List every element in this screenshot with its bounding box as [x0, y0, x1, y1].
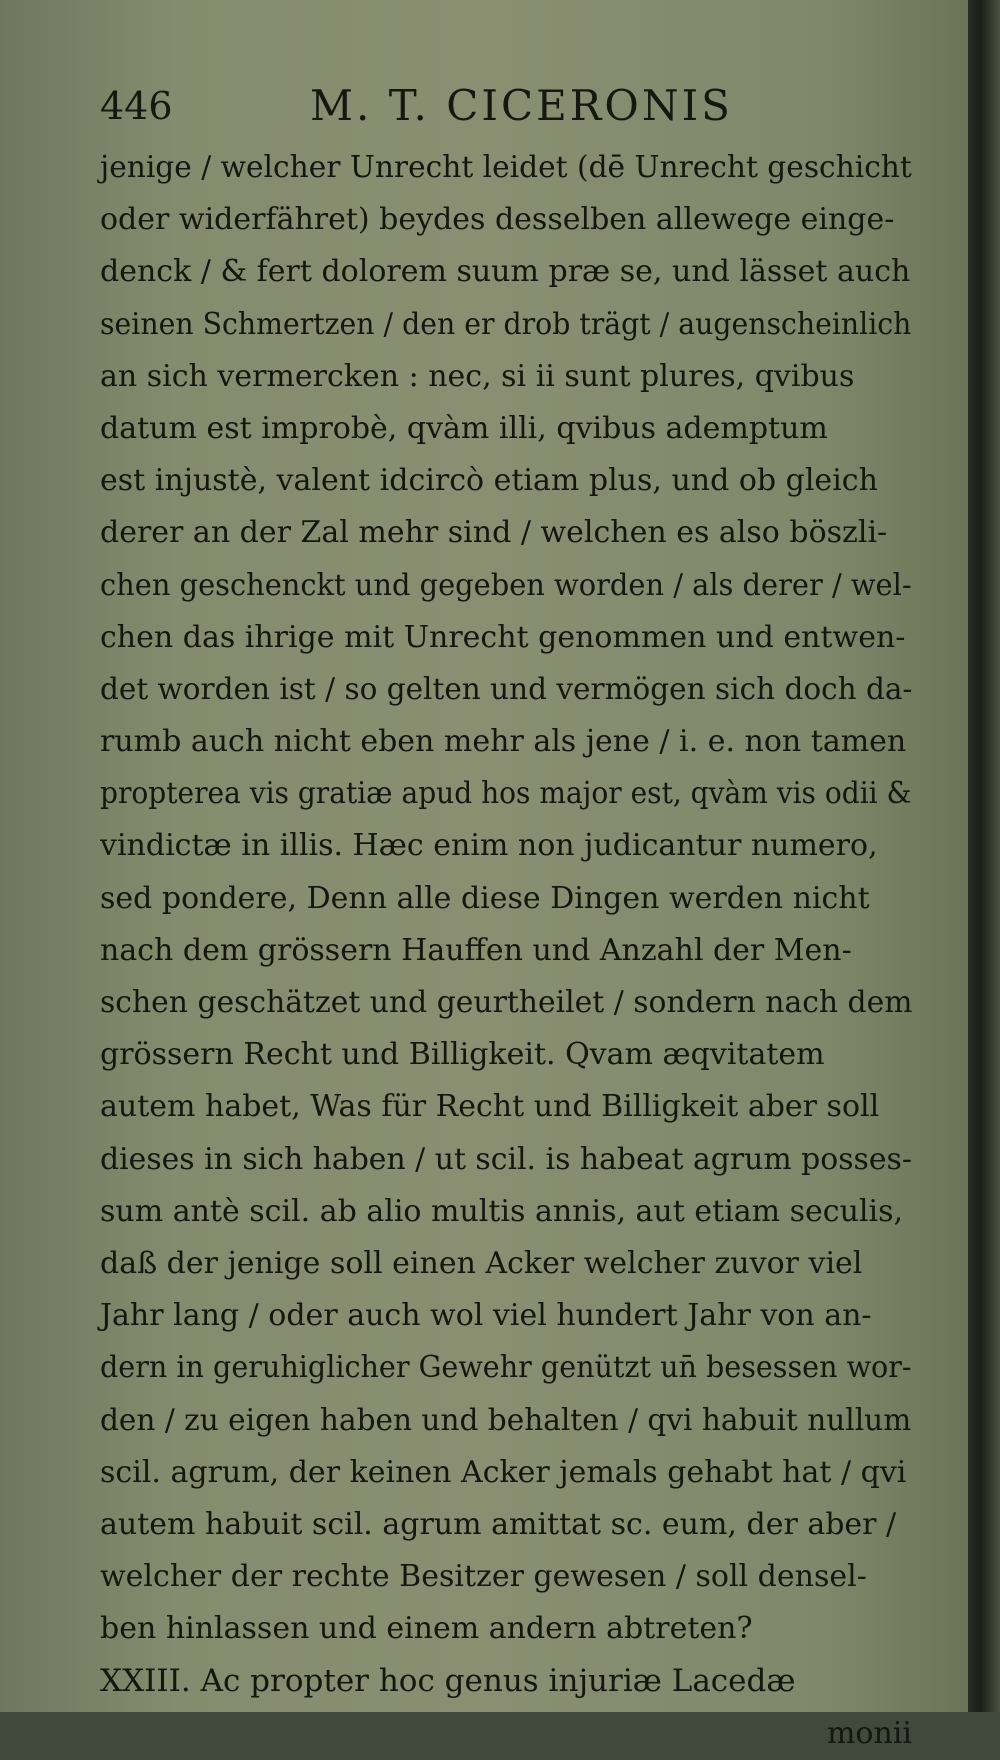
text-line: autem habet, Was für Recht und Billigkeit aber soll: [100, 1089, 880, 1125]
text-line: sed pondere, Denn alle diese Dingen werden nicht: [100, 880, 870, 916]
text-line: den / zu eigen haben und behalten / qvi habuit nullum: [100, 1402, 912, 1438]
text-line: chen das ihrige mit Unrecht genommen und entwen-: [100, 619, 906, 655]
catchword: monii: [826, 1715, 912, 1751]
text-line: chen geschenckt und gegeben worden / als derer / wel-: [100, 567, 912, 603]
page-header: [100, 78, 920, 138]
text-line: dieses in sich haben / ut scil. is habeat agrum posses-: [100, 1141, 912, 1177]
text-line: autem habuit scil. agrum amittat sc. eum, der aber /: [100, 1506, 897, 1542]
text-line: rumb auch nicht eben mehr als jene / i. e. non tamen: [100, 724, 907, 760]
page-number: 446: [100, 84, 173, 128]
running-head: M. T. CICERONIS: [310, 81, 733, 130]
text-line: an sich vermercken : nec, si ii sunt plures, qvibus: [100, 358, 855, 394]
text-line: dern in geruhiglicher Gewehr genützt un̄ besessen wor-: [100, 1350, 912, 1386]
text-line: scil. agrum, der keinen Acker jemals gehabt hat / qvi: [100, 1454, 907, 1490]
text-line: oder widerfähret) beydes desselben allewege einge-: [100, 202, 895, 238]
text-line: datum est improbè, qvàm illi, qvibus ademptum: [100, 410, 828, 446]
book-gutter-edge: [968, 0, 1000, 1712]
text-line: nach dem grössern Hauffen und Anzahl der Men-: [100, 932, 852, 968]
section-heading-line: XXIII. Ac propter hoc genus injuriæ Lacedæ: [100, 1663, 796, 1700]
text-line: Jahr lang / oder auch wol viel hundert Jahr von an-: [100, 1298, 872, 1334]
text-line: det worden ist / so gelten und vermögen sich doch da-: [100, 671, 913, 707]
text-line: seinen Schmertzen / den er drob trägt / augenscheinlich: [100, 306, 912, 342]
text-line: ben hinlassen und einem andern abtreten?: [100, 1611, 753, 1647]
text-line: jenige / welcher Unrecht leidet (dē Unrecht geschicht: [100, 150, 912, 185]
text-line: denck / & fert dolorem suum præ se, und lässet auch: [100, 254, 911, 290]
text-line: welcher der rechte Besitzer gewesen / soll densel-: [100, 1559, 867, 1595]
text-line: schen geschätzet und geurtheilet / sondern nach dem: [100, 985, 913, 1020]
text-line: propterea vis gratiæ apud hos major est, qvàm vis odii &: [100, 776, 912, 812]
text-line: vindictæ in illis. Hæc enim non judicantur numero,: [100, 828, 878, 864]
text-line: grössern Recht und Billigkeit. Qvam æqvitatem: [100, 1037, 825, 1073]
body-text: [100, 142, 912, 1760]
text-line: daß der jenige soll einen Acker welcher zuvor viel: [100, 1245, 863, 1281]
text-line: sum antè scil. ab alio multis annis, aut etiam seculis,: [100, 1193, 904, 1229]
text-line: derer an der Zal mehr sind / welchen es also böszli-: [100, 515, 888, 551]
text-line: est injustè, valent idcircò etiam plus, und ob gleich: [100, 463, 878, 499]
